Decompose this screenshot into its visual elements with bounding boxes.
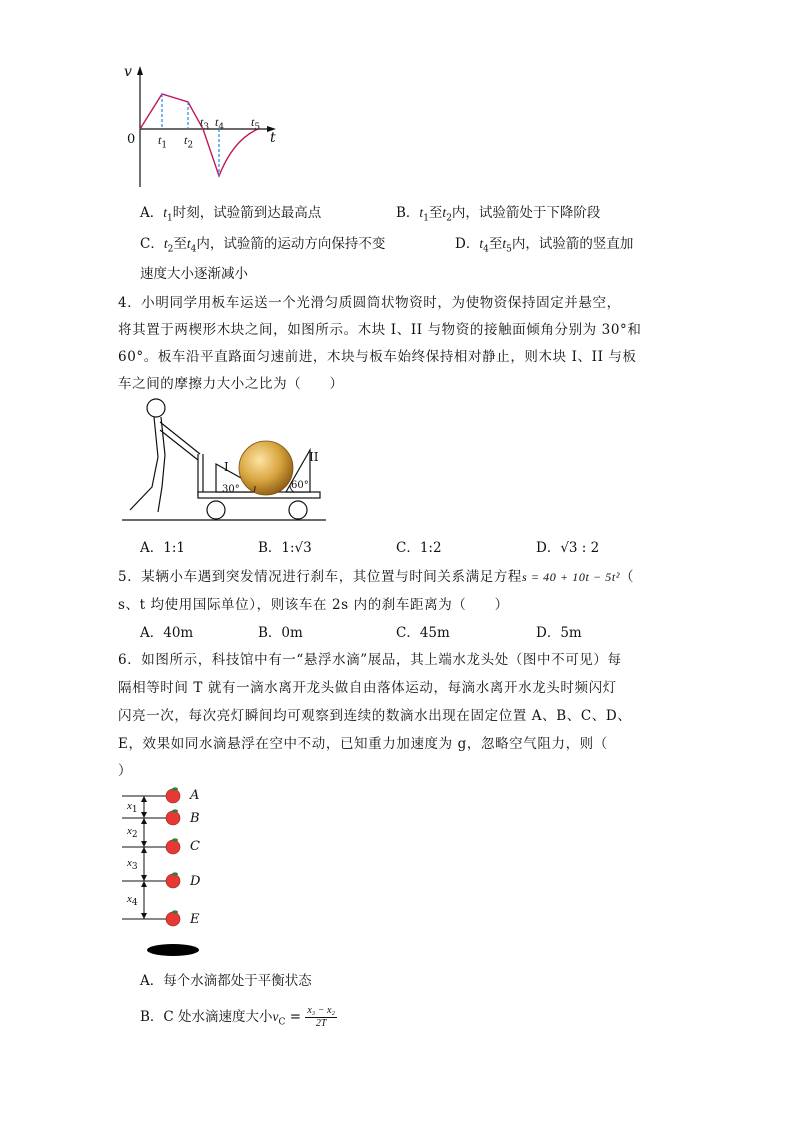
- q3-option-d[interactable]: D．$t_4$至$t_5$内，试验箭的竖直加: [455, 236, 634, 255]
- q6-option-b[interactable]: B．C 处水滴速度大小$v_C$ = $\frac{\text{x₃ − x₂}}{2T}$: [140, 1005, 335, 1029]
- graph-origin: 0: [127, 132, 136, 147]
- q4-stem-line-3: 60°。板车沿平直路面匀速前进，木块与板车始终保持相对静止，则木块 I、II 与板: [118, 349, 637, 365]
- graph-t2: $t_2$: [184, 133, 194, 151]
- q5-stem-line-2: s、t 均使用国际单位），则该车在 2s 内的刹车距离为（ ）: [118, 597, 509, 613]
- q5-stem-line-1: 5．某辆小车遇到突发情况进行刹车，其位置与时间关系满足方程s = 40 + 10t − 5t²（: [118, 569, 635, 585]
- q5-option-a[interactable]: A．40m: [140, 625, 194, 641]
- fraction: $\frac{\text{x₃ − x₂}}{2T}$: [307, 1005, 335, 1029]
- q3-option-a[interactable]: A．$t_1$时刻，试验箭到达最高点: [140, 205, 322, 224]
- q5-option-d[interactable]: D．5m: [536, 625, 582, 641]
- graph-t-label: t: [270, 130, 276, 146]
- q4-stem-line-2: 将其置于两楔形木块之间，如图所示。木块 I、II 与物资的接触面倾角分别为 30°和: [118, 322, 642, 338]
- q4-option-d[interactable]: D．√3 : 2: [536, 540, 600, 556]
- angle-label-60: 60°: [291, 480, 309, 491]
- q6-option-a[interactable]: A．每个水滴都处于平衡状态: [140, 973, 312, 989]
- q3-option-b[interactable]: B．$t_1$至$t_2$内，试验箭处于下降阶段: [396, 205, 601, 224]
- q4-option-b[interactable]: B．1:√3: [258, 540, 312, 556]
- drop-label-b: B: [190, 811, 200, 826]
- gap-label-x3: $x_3$: [127, 857, 138, 873]
- q4-stem-line-4: 车之间的摩擦力大小之比为（ ）: [118, 376, 344, 392]
- gap-label-x2: $x_2$: [127, 825, 138, 841]
- q3-option-d-continued: 速度大小逐渐减小: [140, 266, 248, 282]
- q4-option-a[interactable]: A．1:1: [140, 540, 185, 556]
- q6-stem-line-3: 闪亮一次，每次亮灯瞬间均可观察到连续的数滴水出现在固定位置 A、B、C、D、: [118, 708, 632, 724]
- gap-label-x4: $x_4$: [127, 893, 138, 909]
- drop-label-a: A: [190, 788, 200, 803]
- graph-t4: $t_4$: [215, 115, 225, 133]
- drop-label-c: C: [190, 839, 200, 854]
- graph-t3: $t_3$: [200, 115, 210, 133]
- q5-option-c[interactable]: C．45m: [396, 625, 450, 641]
- wedge-label-ii: II: [309, 450, 319, 464]
- angle-label-30: 30°: [222, 484, 240, 495]
- q6-stem-line-2: 隔相等时间 T 就有一滴水离开龙头做自由落体运动，每滴水离开水龙头时频闪灯: [118, 680, 617, 696]
- q4-option-c[interactable]: C．1:2: [396, 540, 442, 556]
- gap-label-x1: $x_1$: [127, 800, 138, 816]
- drop-label-e: E: [190, 912, 200, 927]
- graph-t1: $t_1$: [158, 133, 168, 151]
- q6-stem-line-5: ）: [118, 763, 133, 779]
- q4-stem-line-1: 4．小明同学用板车运送一个光滑匀质圆筒状物资时，为使物资保持固定并悬空，: [118, 295, 621, 311]
- graph-t5: $t_5$: [251, 115, 261, 133]
- q6-stem-line-1: 6．如图所示，科技馆中有一“悬浮水滴”展品，其上端水龙头处（图中不可见）每: [118, 652, 622, 668]
- wedge-label-i: I: [224, 460, 229, 474]
- q5-option-b[interactable]: B．0m: [258, 625, 303, 641]
- q6-stem-line-4: E，效果如同水滴悬浮在空中不动，已知重力加速度为 g，忽略空气阻力，则（: [118, 736, 608, 752]
- graph-v-label: v: [124, 64, 132, 80]
- drop-label-d: D: [190, 874, 201, 889]
- q3-option-c[interactable]: C．$t_2$至$t_4$内，试验箭的运动方向保持不变: [140, 236, 386, 255]
